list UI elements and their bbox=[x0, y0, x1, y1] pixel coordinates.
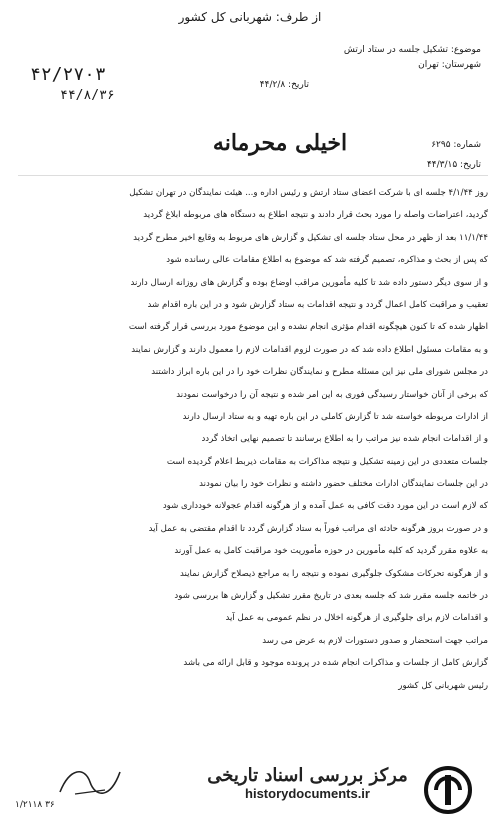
body-line: ۱۱/۱/۴۴ بعد از ظهر در محل ستاد جلسه ای تشکیل و گزارش های مربوط به وقایع اخیر مطرح گردید bbox=[133, 232, 488, 243]
body-line: گردید، اعتراضات واصله را مورد بحث قرار دادند و نتیجه اطلاع به دستگاه های مربوطه ابلاغ گردید bbox=[143, 210, 488, 221]
body-line: از ادارات مربوطه خواسته شد تا گزارش کاملی در این باره تهیه و به ستاد ارسال دارند bbox=[182, 411, 488, 422]
confidential-stamp: اخیلی محرمانه bbox=[212, 130, 348, 156]
archive-logo-icon bbox=[418, 765, 478, 819]
brand-url: historydocuments.ir bbox=[245, 786, 370, 801]
reference-number: ۴۲/۲۷۰۳ bbox=[30, 64, 106, 85]
body-line: تعقیب و مراقبت کامل اعمال گردد و نتیجه اقدامات به ستاد گزارش شود و در این باره اقدام شد bbox=[147, 299, 488, 310]
body-line: و از اقدامات انجام شده نیز مراتب را به اطلاع برسانند تا تصمیم نهایی اتخاذ گردد bbox=[201, 434, 488, 445]
body-line: و از هرگونه تحرکات مشکوک جلوگیری نموده و نتیجه را به مراجع ذیصلاح گزارش نمایند bbox=[180, 568, 488, 579]
meta-line-number: شماره: ۶۲۹۵ bbox=[431, 140, 481, 150]
body-line: و اقدامات لازم برای جلوگیری از هرگونه اخلال در نظم عمومی به عمل آید bbox=[225, 613, 488, 624]
body-line: که لازم است در این مورد دقت کافی به عمل آمده و از هرگونه اقدام عجولانه خودداری شود bbox=[162, 501, 488, 512]
body-line: اظهار شده که تا کنون هیچگونه اقدام مؤثری انجام نشده و این موضوع مورد بررسی قرار گرفته است bbox=[128, 322, 488, 333]
signature bbox=[55, 762, 125, 806]
meta-line-date-2: تاریخ: ۴۴/۳/۱۵ bbox=[426, 160, 481, 170]
meta-line-date-1: تاریخ: ۴۴/۲/۸ bbox=[259, 80, 309, 90]
watermark-brand bbox=[205, 765, 410, 801]
divider bbox=[18, 175, 488, 176]
body-line: و به مقامات مسئول اطلاع داده شد که در صورت لزوم اقدامات لازم را معمول دارند و گزارش نمایند bbox=[131, 344, 488, 355]
body-line: مراتب جهت استحضار و صدور دستورات لازم به عرض می رسد bbox=[262, 635, 488, 646]
body-text bbox=[18, 182, 488, 697]
body-line: که پس از بحث و مذاکره، تصمیم گرفته شد که موضوع به اطلاع مقامات عالی رسانده شود bbox=[166, 255, 488, 266]
signature-scribble-icon bbox=[55, 762, 125, 802]
body-line: و در صورت بروز هرگونه حادثه ای مراتب فوراً به ستاد گزارش گردد تا اقدام مقتضی به عمل آید bbox=[148, 523, 488, 534]
meta-line-subject: موضوع: تشکیل جلسه در ستاد ارتش bbox=[343, 45, 481, 55]
body-line: که برخی از آنان خواستار رسیدگی فوری به این امر شده و نتیجه آن را درخواست نمودند bbox=[176, 389, 488, 400]
body-line: در خاتمه جلسه مقرر شد که جلسه بعدی در تاریخ مقرر تشکیل و گزارش ها بررسی شود bbox=[174, 591, 488, 602]
meta-line-city: شهرستان: تهران bbox=[418, 60, 481, 70]
body-line: به علاوه مقرر گردید که کلیه مأمورین در حوزه مأموریت خود مراقبت کامل به عمل آورند bbox=[174, 546, 488, 557]
body-line: و از سوی دیگر دستور داده شد تا کلیه مأمورین مراقب اوضاع بوده و گزارش های روزانه ارسال دارند bbox=[130, 277, 488, 288]
body-line: گزارش کامل از جلسات و مذاکرات انجام شده در پرونده موجود و قابل ارائه می باشد bbox=[183, 658, 488, 669]
reference-number-secondary: ۴۴/۸/۳۶ bbox=[60, 88, 115, 103]
footnote-number: ۱/۲۱۱۸ ۳۶ bbox=[15, 800, 55, 810]
header-title: از طرف: شهربانی کل کشور bbox=[178, 10, 322, 24]
body-line: در مجلس شورای ملی نیز این مسئله مطرح و نمایندگان نظرات خود را در این باره ابراز داشتند bbox=[151, 367, 488, 378]
brand-name: مرکز بررسی اسناد تاریخی bbox=[207, 765, 408, 786]
body-line: جلسات متعددی در این زمینه تشکیل و نتیجه مذاکرات به مقامات ذیربط اعلام گردیده است bbox=[166, 456, 488, 467]
body-line: در این جلسات نمایندگان ادارات مختلف حضور داشته و نظرات خود را بیان نمودند bbox=[199, 479, 488, 490]
body-line: روز ۴/۱/۴۴ جلسه ای با شرکت اعضای ستاد ارتش و رئیس اداره و... هیئت نمایندگان در تهران تشکیل bbox=[129, 188, 488, 198]
body-line: رئیس شهربانی کل کشور bbox=[398, 680, 488, 691]
